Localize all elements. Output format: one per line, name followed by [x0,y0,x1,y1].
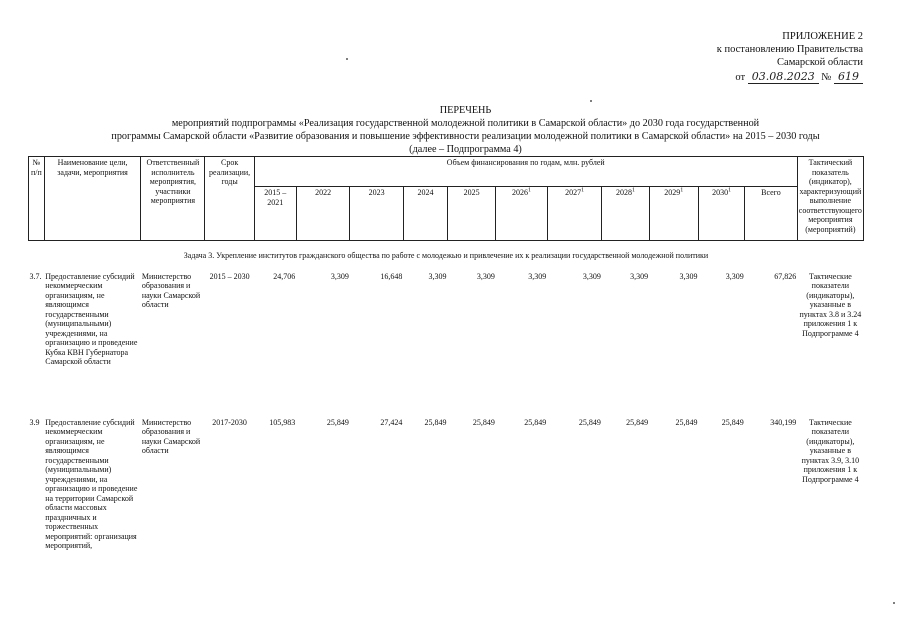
header-funding: Объем финансирования по годам, млн. рублей [254,157,797,187]
row-name: Предоставление субсидий некоммерческим организациям, не являющимся государственными (муниципальными) учреждениями, на организацию и проведение Кубка КВН Губернатора Самарской области [45,271,138,366]
header-year: 2027$^1$ [547,187,602,241]
document-heading [40,104,891,156]
header-year: 2028$^1$ [602,187,649,241]
header-indicator: Тактический показатель (индикатор), характеризующий выполнение соответствующего мероприятия (мероприятий) [797,157,863,241]
header-name: Наименование цели, задачи, мероприятия [44,157,141,241]
header-year: 2029$^1$ [649,187,698,241]
decree-number: 619 [834,70,863,84]
header-year: 2015 – 2021 [254,187,296,241]
scan-speck [893,602,895,604]
row-name: Предоставление субсидий некоммерческим организациям, не являющимся государственными (муниципальными) учреждениями, на организацию и проведение на территории Самарской области массовых праздничных и торжественных мероприятий: организация мероприятий, [45,417,138,550]
header-year: 2022 [296,187,350,241]
row-value: 3,309 [428,271,447,281]
row-term: 2017-2030 [212,417,247,427]
row-value: 27,424 [380,417,403,427]
header-total: Всего [745,187,798,241]
heading-line-3: (далее – Подпрограмма 4) [409,144,522,155]
header-executor: Ответственный исполнитель мероприятия, участники мероприятия [141,157,205,241]
number-prefix: № [821,72,832,83]
row-value: 25,849 [626,417,649,427]
row-value: 3,309 [725,271,744,281]
row-value: 105,983 [269,417,296,427]
table-row [29,271,864,417]
heading-title: ПЕРЕЧЕНЬ [439,105,492,116]
appendix-date-line [693,70,863,84]
scan-speck [346,58,348,60]
row-value: 3,309 [582,271,601,281]
header-year: 2023 [350,187,404,241]
row-indicator: Тактические показатели (индикаторы), указанные в пунктах 3.9, 3.10 приложения 1 к Подпрограмме 4 [801,417,860,484]
measures-table [28,156,864,552]
appendix-region: Самарской области [777,57,863,68]
date-prefix: от [735,72,746,83]
header-year: 2025 [448,187,496,241]
row-value: 3,309 [330,271,349,281]
row-term: 2015 – 2030 [209,271,250,281]
row-value: 3,309 [476,271,495,281]
row-value: 25,849 [424,417,447,427]
heading-line-1: мероприятий подпрограммы «Реализация государственной молодежной политики в Самарской области» до 2030 года государственной [171,118,760,129]
row-total: 340,199 [770,417,797,427]
row-value: 25,849 [675,417,698,427]
row-executor: Министерство образования и науки Самарской области [141,417,201,455]
heading-line-2: программы Самарской области «Развитие образования и повышение эффективности реализации молодежной политики в Самарской области» на 2015 – 2030 годы [111,131,820,142]
row-total: 67,826 [774,271,797,281]
row-value: 25,849 [721,417,744,427]
row-value: 16,648 [380,271,403,281]
header-year: 2026$^1$ [496,187,547,241]
task-title: Задача 3. Укрепление институтов гражданского общества по работе с молодежью и привлечение их к реализации государственной молодежной политики [183,251,709,260]
row-value: 25,849 [326,417,349,427]
appendix-title: ПРИЛОЖЕНИЕ 2 [782,31,863,42]
row-num: 3.9 [29,417,40,427]
appendix-block [693,30,863,84]
appendix-decree-ref: к постановлению Правительства [716,44,863,55]
row-value: 25,849 [472,417,495,427]
task-row [29,241,864,271]
header-year: 2024 [403,187,447,241]
row-value: 24,706 [273,271,296,281]
row-value: 25,849 [578,417,601,427]
row-value: 3,309 [630,271,649,281]
table-row [29,417,864,552]
row-executor: Министерство образования и науки Самарской области [141,271,201,309]
header-term: Срок реализации, годы [205,157,254,241]
row-value: 25,849 [524,417,547,427]
scan-speck [590,100,592,102]
row-indicator: Тактические показатели (индикаторы), указанные в пунктах 3.8 и 3.24 приложения 1 к Подпрограмме 4 [799,271,862,338]
row-num: 3.7. [29,271,42,281]
header-num: № п/п [29,157,45,241]
row-value: 3,309 [679,271,698,281]
header-year: 2030$^1$ [698,187,744,241]
row-value: 3,309 [528,271,547,281]
decree-date: 03.08.2023 [748,70,819,84]
